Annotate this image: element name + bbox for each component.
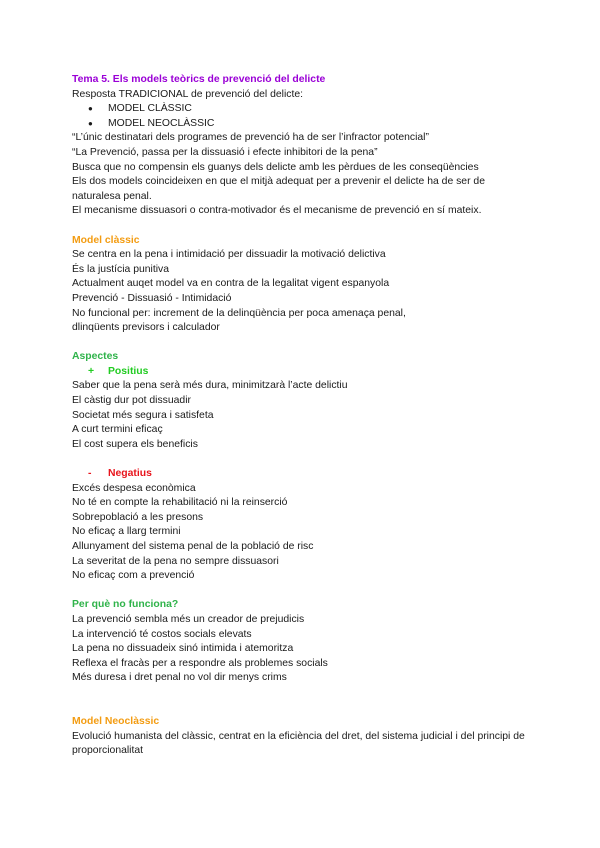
positive-line: A curt termini eficaç [72, 424, 163, 436]
positive-line: El cost supera els beneficis [72, 438, 198, 450]
why-line: Reflexa el fracàs per a respondre als problemes socials [72, 657, 328, 669]
intro-line: Els dos models coincideixen en que el mitjà adequat per a prevenir el delicte ha de ser de naturalesa penal. [72, 176, 485, 202]
negative-line: Excés despesa econòmica [72, 482, 196, 494]
negative-line: No té en compte la rehabilitació ni la reinserció [72, 497, 288, 509]
classic-line: Actualment auqet model va en contra de la legalitat vigent espanyola [72, 278, 390, 290]
section-heading-neoclassic: Model Neoclàssic [72, 716, 160, 728]
list-item: ● MODEL CLÀSSIC [72, 102, 532, 117]
document-content [72, 73, 532, 759]
negative-line: No eficaç com a prevenció [72, 570, 195, 582]
neoclassic-line: Evolució humanista del clàssic, centrat en la eficiència del dret, del sistema judicial i del principi de proporcionalitat [72, 730, 525, 757]
intro-line: “La Prevenció, passa per la dissuasió i efecte inhibitori de la pena” [72, 146, 378, 158]
why-line: La prevenció sembla més un creador de prejudicis [72, 613, 305, 625]
intro-line: “L’únic destinatari dels programes de prevenció ha de ser l’infractor potencial” [72, 132, 429, 144]
subheading-positive: + Positius [72, 365, 532, 380]
bullet-dot-icon: ● [88, 104, 93, 114]
negative-line: Sobrepoblació a les presons [72, 511, 204, 523]
negative-line: La severitat de la pena no sempre dissuasori [72, 555, 279, 567]
classic-line: És la justícia punitiva [72, 263, 170, 275]
why-line: Més duresa i dret penal no vol dir menys crims [72, 672, 287, 684]
plus-icon: + [88, 365, 95, 377]
positive-line: Saber que la pena serà més dura, minimitzarà l’acte delictiu [72, 380, 348, 392]
negative-line: No eficaç a llarg termini [72, 526, 181, 538]
list-item: ● MODEL NEOCLÀSSIC [72, 117, 532, 132]
section-heading-aspects: Aspectes [72, 351, 119, 363]
intro-lead: Resposta TRADICIONAL de prevenció del delicte: [72, 88, 304, 100]
positive-line: El càstig dur pot dissuadir [72, 395, 191, 407]
intro-line: El mecanisme dissuasori o contra-motivador és el mecanisme de prevenció en sí mateix. [72, 205, 482, 217]
negative-line: Allunyament del sistema penal de la població de risc [72, 541, 314, 552]
why-line: La intervenció té costos socials elevats [72, 628, 252, 640]
section-heading-classic: Model clàssic [72, 234, 140, 246]
subheading-negative: - Negatius [72, 467, 532, 482]
classic-line: No funcional per: increment de la delinqüència per poca amenaça penal, dlinqüents previsors i calculador [72, 307, 406, 334]
bullet-dot-icon: ● [88, 118, 93, 128]
why-line: La pena no dissuadeix sinó intimida i atemoritza [72, 643, 294, 655]
positive-line: Societat més segura i satisfeta [72, 409, 214, 421]
minus-icon: - [88, 468, 92, 480]
section-heading-why: Per què no funciona? [72, 599, 179, 611]
classic-line: Se centra en la pena i intimidació per dissuadir la motivació delictiva [72, 249, 386, 261]
page-title: Tema 5. Els models teòrics de prevenció del delicte [72, 74, 326, 85]
intro-line: Busca que no compensin els guanys dels delicte amb les pèrdues de les conseqüències [72, 161, 479, 173]
classic-line: Prevenció - Dissuasió - Intimidació [72, 292, 232, 304]
